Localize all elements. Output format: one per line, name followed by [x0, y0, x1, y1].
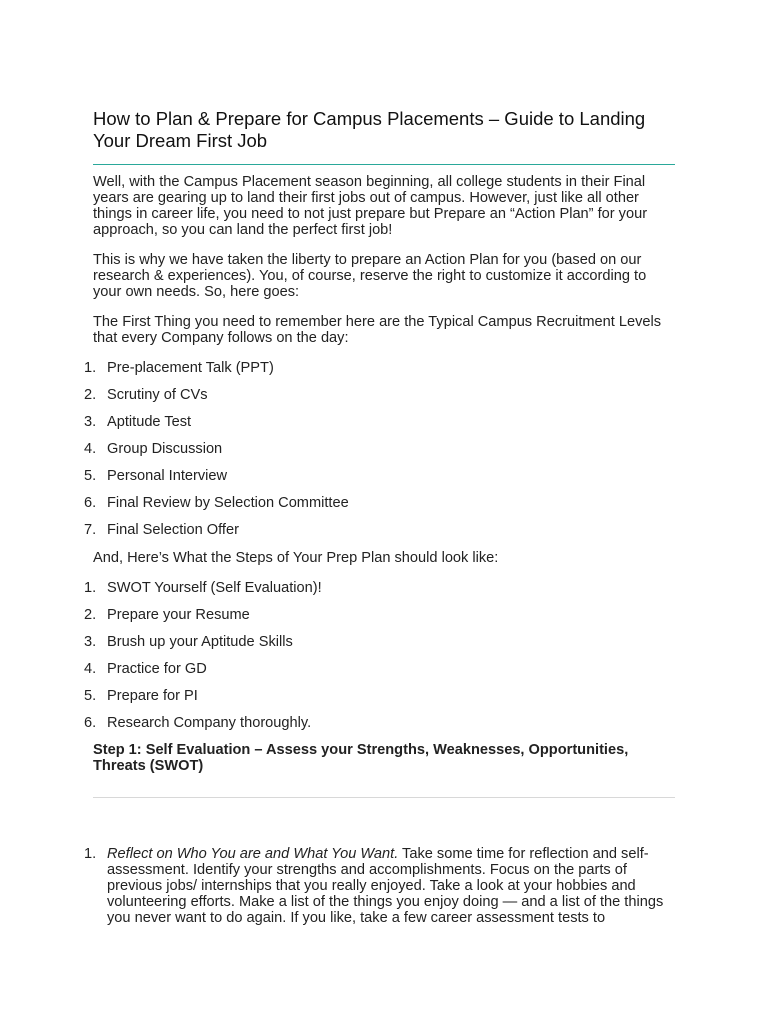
list-number: 7.	[84, 522, 97, 538]
list-number: 3.	[84, 414, 97, 430]
list-number: 6.	[84, 495, 97, 511]
list-item-text: Final Selection Offer	[107, 522, 239, 538]
list-item-text: Practice for GD	[107, 661, 207, 677]
list-item	[84, 360, 675, 387]
list-item	[84, 387, 675, 414]
list-item	[84, 414, 675, 441]
list-number: 4.	[84, 661, 97, 677]
list-item-text: SWOT Yourself (Self Evaluation)!	[107, 580, 322, 596]
list-item	[84, 688, 675, 715]
list-item-text: Scrutiny of CVs	[107, 387, 208, 403]
recruitment-levels-list	[84, 360, 675, 549]
intro-paragraph: Well, with the Campus Placement season beginning, all college students in their Final years are gearing up to land their first jobs out of campus. However, just like all other things in career life, you need to not just prepare but Prepare an “Action Plan” for your approach, so you can land the perfect first job!	[93, 174, 648, 238]
recruitment-levels-paragraph: The First Thing you need to remember here are the Typical Campus Recruitment Levels that every Company follows on the day:	[93, 314, 662, 346]
list-item	[84, 580, 675, 607]
list-item-text: Personal Interview	[107, 468, 228, 484]
list-item	[84, 634, 675, 661]
list-item-text: Prepare for PI	[107, 688, 198, 704]
list-number: 5.	[84, 468, 97, 484]
list-number: 2.	[84, 607, 97, 623]
article	[84, 108, 675, 926]
list-item-text: Pre-placement Talk (PPT)	[107, 360, 274, 376]
list-number: 1.	[84, 846, 97, 862]
list-number: 1.	[84, 360, 97, 376]
list-item-text: Final Review by Selection Committee	[107, 495, 349, 511]
article-title: How to Plan & Prepare for Campus Placements – Guide to Landing Your Dream First Job	[93, 108, 646, 151]
list-item-text: Group Discussion	[107, 441, 223, 457]
reflection-list	[84, 846, 675, 926]
reflect-lead: Reflect on Who You are and What You Want.	[107, 846, 399, 862]
title-underline	[93, 164, 675, 165]
list-number: 6.	[84, 715, 97, 731]
list-item	[84, 715, 675, 742]
list-item-text: Aptitude Test	[107, 414, 192, 430]
list-item	[84, 607, 675, 634]
action-plan-paragraph: This is why we have taken the liberty to prepare an Action Plan for you (based on our research & experiences). You, of course, reserve the right to customize it according to your own needs. So, here goes:	[93, 252, 647, 300]
list-item-text: Research Company thoroughly.	[107, 715, 312, 731]
list-number: 2.	[84, 387, 97, 403]
step1-heading: Step 1: Self Evaluation – Assess your Strengths, Weaknesses, Opportunities, Threats (SWOT)	[93, 742, 629, 774]
list-number: 3.	[84, 634, 97, 650]
list-item	[84, 468, 675, 495]
list-number: 5.	[84, 688, 97, 704]
prep-steps-list	[84, 580, 675, 742]
list-number: 4.	[84, 441, 97, 457]
list-item	[84, 522, 675, 549]
list-item	[84, 846, 675, 926]
list-item	[84, 441, 675, 468]
list-item-text: Brush up your Aptitude Skills	[107, 634, 293, 650]
list-item	[84, 661, 675, 688]
list-number: 1.	[84, 580, 97, 596]
section-divider	[93, 797, 675, 798]
reflect-body: Take some time for reflection and self-assessment. Identify your strengths and accomplishments. Focus on the parts of previous jobs/ internships that you really enjoyed. Take a look at your hobbies and volunteering efforts. Make a list of the things you enjoy doing — and a list of the things you never want to do again. If you like, take a few career assessment tests to	[107, 846, 664, 926]
list-item-text: Prepare your Resume	[107, 607, 250, 623]
steps-intro-paragraph: And, Here’s What the Steps of Your Prep Plan should look like:	[93, 550, 499, 566]
list-item	[84, 495, 675, 522]
